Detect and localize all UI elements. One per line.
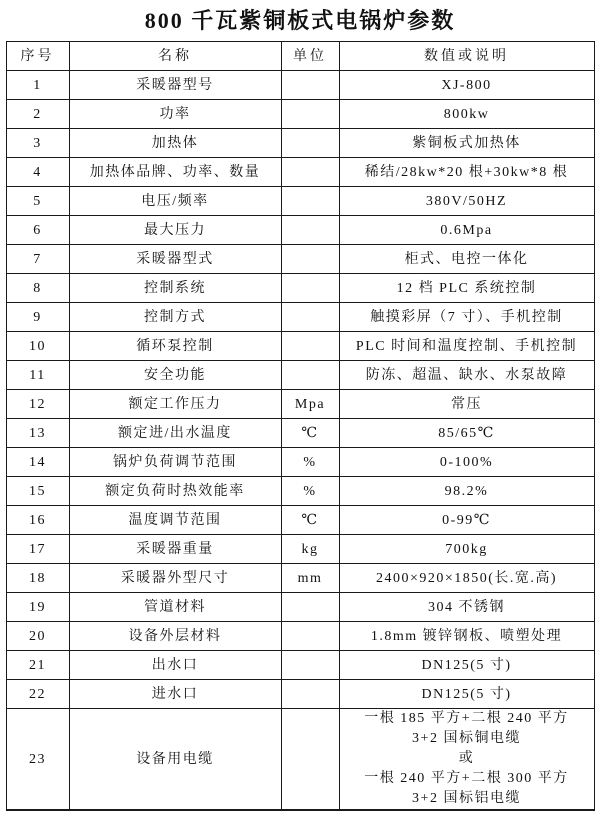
table-row xyxy=(6,593,594,622)
cell-value: 0-100% xyxy=(339,448,594,477)
cell-name: 控制方式 xyxy=(69,303,281,332)
cell-no: 4 xyxy=(6,158,69,187)
page-title: 800 千瓦紫铜板式电锅炉参数 xyxy=(144,8,456,33)
cell-name: 出水口 xyxy=(69,651,281,680)
cell-unit xyxy=(281,274,339,303)
table-header xyxy=(6,42,594,71)
cell-value: 0-99℃ xyxy=(339,506,594,535)
cell-unit: % xyxy=(281,448,339,477)
cell-no: 2 xyxy=(6,100,69,129)
cell-name: 采暖器型式 xyxy=(69,245,281,274)
cell-name: 温度调节范围 xyxy=(69,506,281,535)
table-row xyxy=(6,129,594,158)
cell-value: 稀结/28kw*20 根+30kw*8 根 xyxy=(339,158,594,187)
cell-name: 控制系统 xyxy=(69,274,281,303)
cell-value: 2400×920×1850(长.宽.高) xyxy=(339,564,594,593)
cell-unit xyxy=(281,129,339,158)
cell-name: 进水口 xyxy=(69,680,281,709)
table-row xyxy=(6,303,594,332)
cell-no: 23 xyxy=(6,709,69,811)
cell-no: 21 xyxy=(6,651,69,680)
table-row xyxy=(6,564,594,593)
cell-value: DN125(5 寸) xyxy=(339,680,594,709)
cell-unit xyxy=(281,303,339,332)
cell-value: 380V/50HZ xyxy=(339,187,594,216)
cell-name: 管道材料 xyxy=(69,593,281,622)
header-cell-no: 序号 xyxy=(6,42,69,71)
cell-unit xyxy=(281,361,339,390)
table-row xyxy=(6,216,594,245)
cell-value-line: 一根 240 平方+二根 300 平方 xyxy=(364,771,569,786)
cell-unit: ℃ xyxy=(281,506,339,535)
cell-name: 采暖器型号 xyxy=(69,71,281,100)
cell-name: 最大压力 xyxy=(69,216,281,245)
cell-value: 防冻、超温、缺水、水泵故障 xyxy=(339,361,594,390)
cell-value: 1.8mm 镀锌钢板、喷塑处理 xyxy=(339,622,594,651)
table-row xyxy=(6,71,594,100)
cell-unit: mm xyxy=(281,564,339,593)
header-row xyxy=(6,42,594,71)
header-cell-value: 数值或说明 xyxy=(339,42,594,71)
cell-no: 15 xyxy=(6,477,69,506)
cell-name: 设备外层材料 xyxy=(69,622,281,651)
cell-unit xyxy=(281,332,339,361)
cell-name: 电压/频率 xyxy=(69,187,281,216)
table-row xyxy=(6,274,594,303)
table-row xyxy=(6,100,594,129)
table-row xyxy=(6,448,594,477)
cell-value-line: 或 xyxy=(458,751,475,766)
cell-name: 加热体 xyxy=(69,129,281,158)
cell-unit xyxy=(281,100,339,129)
cell-value: 紫铜板式加热体 xyxy=(339,129,594,158)
cell-name: 额定工作压力 xyxy=(69,390,281,419)
header-cell-name: 名称 xyxy=(69,42,281,71)
cell-value: 常压 xyxy=(339,390,594,419)
cell-name: 采暖器重量 xyxy=(69,535,281,564)
cell-value: 304 不锈钢 xyxy=(339,593,594,622)
cell-name: 锅炉负荷调节范围 xyxy=(69,448,281,477)
cell-unit xyxy=(281,216,339,245)
cell-value-line: 3+2 国标铝电缆 xyxy=(412,791,521,806)
cell-no: 18 xyxy=(6,564,69,593)
table-row xyxy=(6,622,594,651)
cell-no: 9 xyxy=(6,303,69,332)
cell-value-line: 一根 185 平方+二根 240 平方 xyxy=(364,711,569,726)
cell-name: 加热体品牌、功率、数量 xyxy=(69,158,281,187)
cell-value xyxy=(339,709,594,811)
cell-no: 12 xyxy=(6,390,69,419)
table-row xyxy=(6,361,594,390)
header-cell-unit: 单位 xyxy=(281,42,339,71)
table-row xyxy=(6,390,594,419)
cell-name: 设备用电缆 xyxy=(69,709,281,811)
cell-no: 10 xyxy=(6,332,69,361)
cell-name: 循环泵控制 xyxy=(69,332,281,361)
cell-no: 11 xyxy=(6,361,69,390)
cell-value: 触摸彩屏（7 寸）、手机控制 xyxy=(339,303,594,332)
cell-name: 采暖器外型尺寸 xyxy=(69,564,281,593)
cell-unit xyxy=(281,71,339,100)
cell-no: 20 xyxy=(6,622,69,651)
cell-value-line: 3+2 国标铜电缆 xyxy=(412,731,521,746)
table-row xyxy=(6,187,594,216)
cell-name: 额定负荷时热效能率 xyxy=(69,477,281,506)
cell-unit: Mpa xyxy=(281,390,339,419)
cell-unit: % xyxy=(281,477,339,506)
cell-no: 17 xyxy=(6,535,69,564)
table-row xyxy=(6,709,594,811)
table-row xyxy=(6,158,594,187)
cell-unit xyxy=(281,187,339,216)
cell-no: 19 xyxy=(6,593,69,622)
table-row xyxy=(6,535,594,564)
cell-no: 5 xyxy=(6,187,69,216)
table-row xyxy=(6,651,594,680)
table-row xyxy=(6,245,594,274)
table-row xyxy=(6,477,594,506)
cell-value: PLC 时间和温度控制、手机控制 xyxy=(339,332,594,361)
cell-value: 85/65℃ xyxy=(339,419,594,448)
cell-no: 13 xyxy=(6,419,69,448)
table-row xyxy=(6,419,594,448)
cell-unit xyxy=(281,709,339,811)
cell-name: 安全功能 xyxy=(69,361,281,390)
cell-value: 700kg xyxy=(339,535,594,564)
cell-no: 3 xyxy=(6,129,69,158)
table-row xyxy=(6,332,594,361)
cell-no: 6 xyxy=(6,216,69,245)
cell-name: 额定进/出水温度 xyxy=(69,419,281,448)
cell-unit xyxy=(281,245,339,274)
cell-no: 14 xyxy=(6,448,69,477)
cell-name: 功率 xyxy=(69,100,281,129)
cell-value: 800kw xyxy=(339,100,594,129)
cell-value: 12 档 PLC 系统控制 xyxy=(339,274,594,303)
table-body xyxy=(6,71,594,811)
cell-value: DN125(5 寸) xyxy=(339,651,594,680)
cell-value: XJ-800 xyxy=(339,71,594,100)
cell-no: 22 xyxy=(6,680,69,709)
cell-value: 0.6Mpa xyxy=(339,216,594,245)
cell-unit: kg xyxy=(281,535,339,564)
cell-no: 1 xyxy=(6,71,69,100)
cell-value: 柜式、电控一体化 xyxy=(339,245,594,274)
table-row xyxy=(6,506,594,535)
table-row xyxy=(6,680,594,709)
cell-unit xyxy=(281,158,339,187)
cell-no: 8 xyxy=(6,274,69,303)
cell-unit xyxy=(281,593,339,622)
parameters-table xyxy=(6,41,595,811)
cell-unit xyxy=(281,651,339,680)
cell-unit xyxy=(281,622,339,651)
cell-unit: ℃ xyxy=(281,419,339,448)
cell-no: 7 xyxy=(6,245,69,274)
cell-unit xyxy=(281,680,339,709)
cell-value: 98.2% xyxy=(339,477,594,506)
cell-no: 16 xyxy=(6,506,69,535)
